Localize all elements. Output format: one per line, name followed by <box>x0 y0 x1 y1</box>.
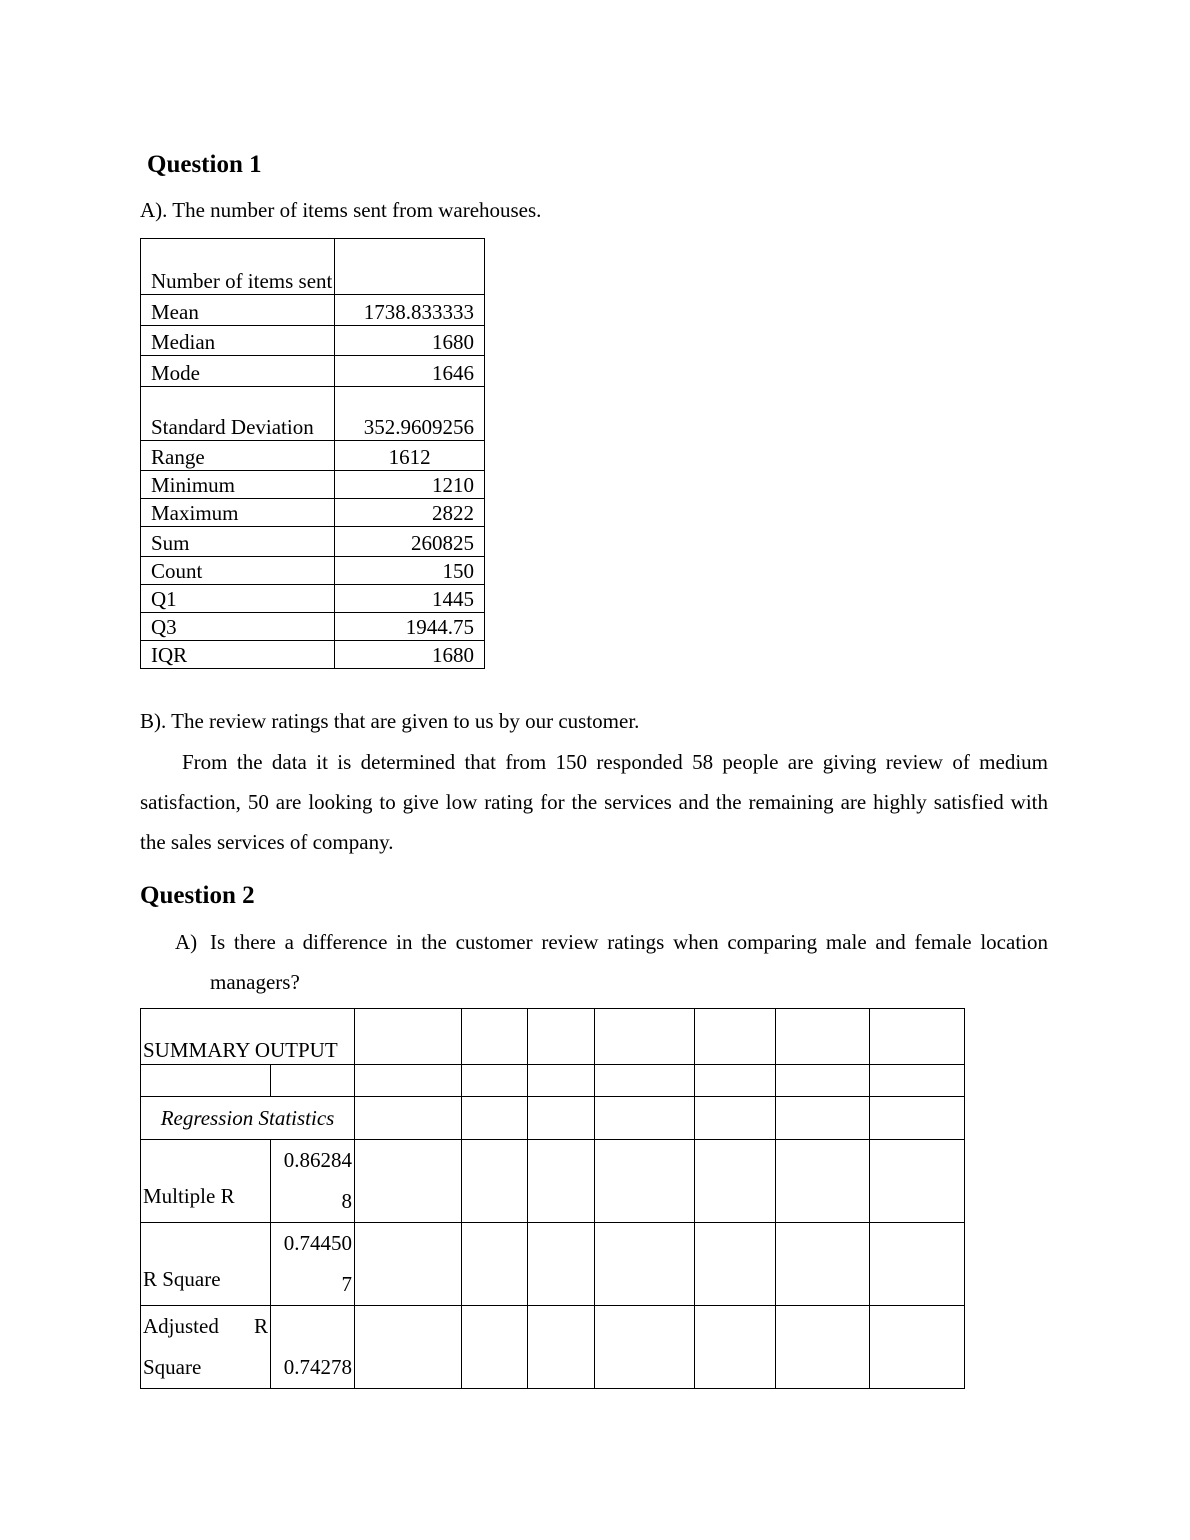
stat-label: Count <box>141 557 335 585</box>
stat-value: 260825 <box>335 527 485 557</box>
stat-value: 1646 <box>335 356 485 387</box>
stat-label: R Square <box>141 1223 271 1306</box>
stat-value: 1680 <box>335 326 485 356</box>
stat-label: Multiple R <box>141 1140 271 1223</box>
stat-value <box>271 1223 355 1306</box>
stat-label: Mean <box>141 295 335 326</box>
table-row <box>141 295 485 326</box>
table-row <box>141 557 485 585</box>
stat-value: 352.9609256 <box>335 387 485 441</box>
stat-label: Sum <box>141 527 335 557</box>
stats-header-label: Number of items sent <box>141 239 335 295</box>
table-row <box>141 499 485 527</box>
summary-paragraph: From the data it is determined that from 150 responded 58 people are giving review of medium satisfaction, 50 are looking to give low rating for the services and the remaining are highly satisfied with the sales services of company. <box>140 750 1048 854</box>
stat-label: IQR <box>141 641 335 669</box>
stat-value-line1: 0.74450 <box>283 1231 353 1255</box>
stat-value: 1612 <box>335 441 485 471</box>
stat-value-line2: 7 <box>341 1272 353 1296</box>
stat-value: 1210 <box>335 471 485 499</box>
table-row <box>141 613 485 641</box>
stats-header-empty <box>335 239 485 295</box>
table-row <box>141 387 485 441</box>
stat-label: Range <box>141 441 335 471</box>
stat-value: 1445 <box>335 585 485 613</box>
regression-statistics-title: Regression Statistics <box>141 1097 355 1140</box>
table-row <box>141 1140 965 1223</box>
table-row <box>141 471 485 499</box>
stat-label-line1: Adjusted <box>143 1314 219 1338</box>
stat-label: Minimum <box>141 471 335 499</box>
stat-label-line2: Square <box>143 1355 202 1379</box>
stat-value: 1680 <box>335 641 485 669</box>
stat-value: 150 <box>335 557 485 585</box>
stat-label: Q3 <box>141 613 335 641</box>
table-row <box>141 1097 965 1140</box>
stat-label: Maximum <box>141 499 335 527</box>
stat-label <box>141 1306 271 1389</box>
table-row <box>141 441 485 471</box>
stat-value: 1944.75 <box>335 613 485 641</box>
stat-label: Q1 <box>141 585 335 613</box>
question-1-heading: Question 1 <box>147 151 262 178</box>
stat-value-line1: 0.86284 <box>283 1148 353 1172</box>
table-row <box>141 585 485 613</box>
table-row <box>141 1009 965 1065</box>
question-1-part-b: B). The review ratings that are given to us by our customer. <box>140 709 640 733</box>
stat-value: 1738.833333 <box>335 295 485 326</box>
stat-label-r: R <box>253 1314 268 1338</box>
stat-value: 0.74278 <box>271 1306 355 1389</box>
stat-label: Mode <box>141 356 335 387</box>
summary-output-title: SUMMARY OUTPUT <box>141 1009 355 1065</box>
question-2-heading: Question 2 <box>140 882 255 909</box>
stat-value-line2: 8 <box>341 1189 353 1213</box>
table-row <box>141 641 485 669</box>
table-row <box>141 1065 965 1097</box>
table-row <box>141 527 485 557</box>
table-row <box>141 1223 965 1306</box>
stat-label: Standard Deviation <box>141 387 335 441</box>
question-1-part-a: A). The number of items sent from warehouses. <box>140 198 542 222</box>
stat-label: Median <box>141 326 335 356</box>
stat-value <box>271 1140 355 1223</box>
regression-summary-table <box>140 1008 965 1389</box>
descriptive-stats-table <box>140 238 485 669</box>
table-row <box>141 1306 965 1389</box>
table-row <box>141 356 485 387</box>
stat-value: 2822 <box>335 499 485 527</box>
list-marker: A) <box>175 930 198 954</box>
question-2-item-text: Is there a difference in the customer review ratings when comparing male and female location managers? <box>210 930 1048 994</box>
table-row <box>141 326 485 356</box>
